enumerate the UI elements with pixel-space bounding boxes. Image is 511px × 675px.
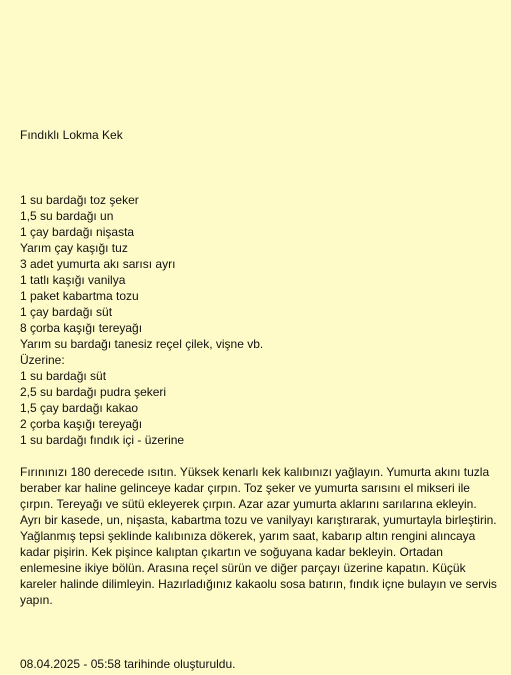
ingredient-item: Yarım su bardağı tanesiz reçel çilek, vişne vb. xyxy=(20,337,264,351)
ingredient-list xyxy=(20,192,263,448)
recipe-title: Fındıklı Lokma Kek xyxy=(20,128,123,142)
ingredient-item: 1 su bardağı toz şeker xyxy=(20,193,139,207)
ingredient-item: 8 çorba kaşığı tereyağı xyxy=(20,321,143,335)
ingredient-item: 1 tatlı kaşığı vanilya xyxy=(20,273,126,287)
ingredient-item: 1 su bardağı süt xyxy=(20,369,107,383)
topping-heading: Üzerine: xyxy=(20,353,65,367)
ingredient-item: 2,5 su bardağı pudra şekeri xyxy=(20,385,167,399)
recipe-instructions: Fırınınızı 180 derecede ısıtın. Yüksek kenarlı kek kalıbınızı yağlayın. Yumurta akını tuzla beraber kar haline gelinceye kadar çırpın. Toz şeker ve yumurta sarısını el mikseri ile çırpın. Tereyağı ve sütü ekleyerek çırpın. Azar azar yumurta aklarını sarılarına ekleyin. Ayrı bir kasede, un, nişasta, kabartma tozu ve vanilyayı karıştırarak, yumurtayla birleştirin. Yağlanmış tepsi şeklinde kalıbınıza dökerek, yarım saat, kabarıp altın rengini alıncaya kadar pişirin. Kek pişince kalıptan çıkartın ve soğuyana kadar bekleyin. Ortadan enlemesine ikiye bölün. Arasına reçel sürün ve diğer parçayı üzerine kapatın. Küçük kareler halinde dilimleyin. Hazırladığınız kakaolu sosa batırın, fındık içne bulayın ve servis yapın. xyxy=(20,465,497,607)
ingredient-item: 1 çay bardağı süt xyxy=(20,305,113,319)
ingredient-item: 1 su bardağı fındık içi - üzerine xyxy=(20,433,185,447)
ingredient-item: 1,5 çay bardağı kakao xyxy=(20,401,139,415)
created-timestamp: 08.04.2025 - 05:58 tarihinde oluşturuldu. xyxy=(20,657,236,671)
ingredient-item: Yarım çay kaşığı tuz xyxy=(20,241,128,255)
ingredient-item: 1,5 su bardağı un xyxy=(20,209,114,223)
ingredient-item: 1 çay bardağı nişasta xyxy=(20,225,135,239)
ingredient-item: 2 çorba kaşığı tereyağı xyxy=(20,417,143,431)
ingredient-item: 3 adet yumurta akı sarısı ayrı xyxy=(20,257,176,271)
ingredient-item: 1 paket kabartma tozu xyxy=(20,289,139,303)
